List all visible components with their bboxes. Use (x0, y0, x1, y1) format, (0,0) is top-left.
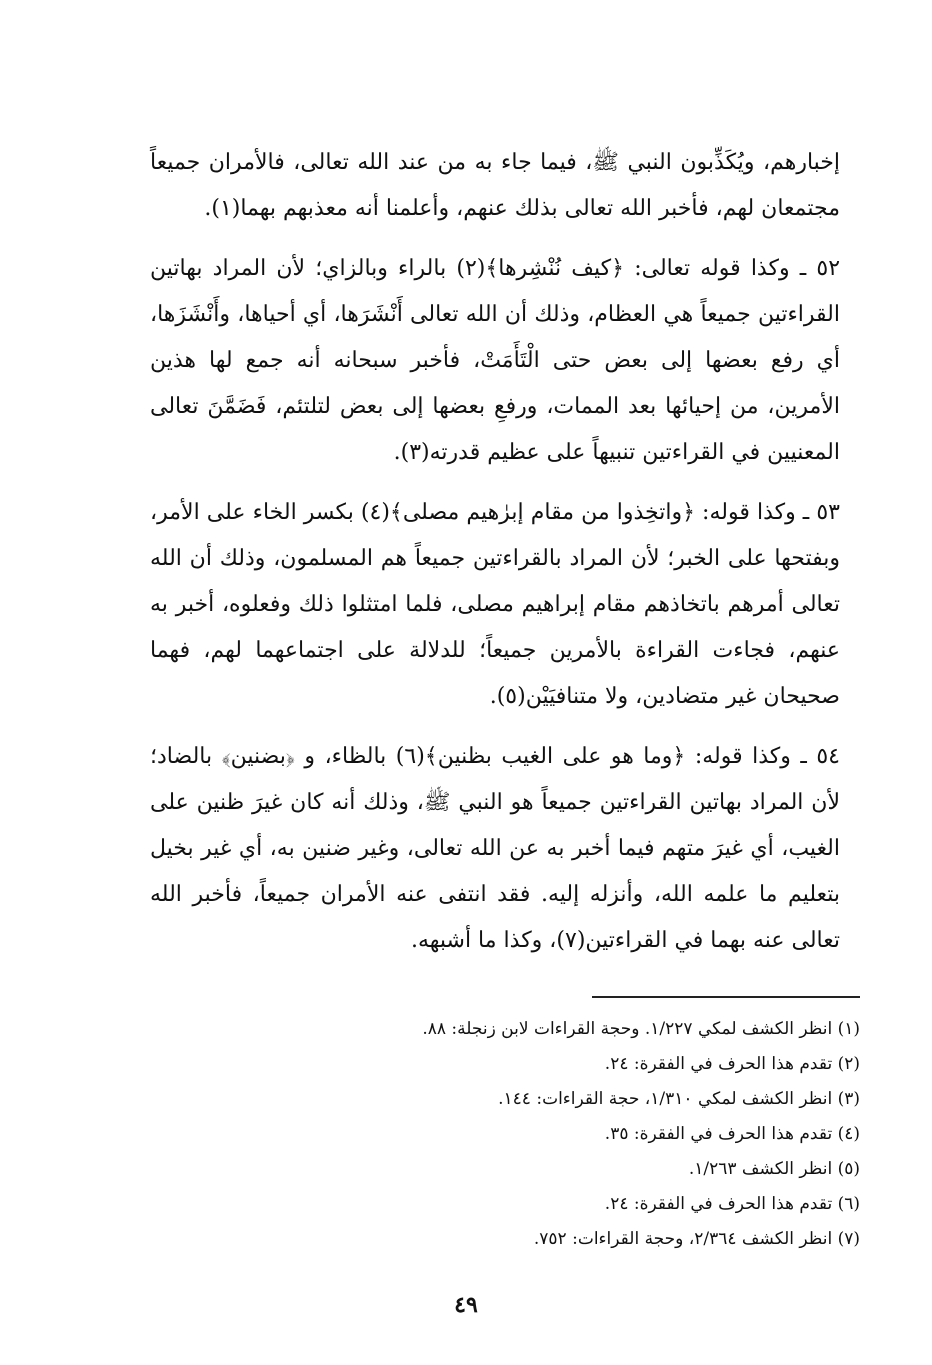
footnote-2: (٢) تقدم هذا الحرف في الفقرة: ٢٤. (604, 1054, 860, 1074)
main-text (150, 140, 840, 978)
footnote-3: (٣) انظر الكشف لمكي ١/٣١٠، حجة القراءات: ١٤٤. (498, 1089, 860, 1109)
footnote-4: (٤) تقدم هذا الحرف في الفقرة: ٣٥. (604, 1124, 860, 1144)
page-number: ٤٩ (454, 1292, 478, 1318)
paragraph-continuation: إخبارهم، ويُكَذِّبون النبي ﷺ، فيما جاء به من عند الله تعالى، فالأمران جميعاً مجتمعان لهم، فأخبر الله تعالى بذلك عنهم، وأعلمنا أنه معذبهم بهما(١). (150, 150, 840, 221)
footnote-divider (592, 996, 860, 998)
paragraph-54: ٥٤ ـ وكذا قوله: ﴿وما هو على الغيب بظنين﴾(٦) بالظاء، و ﴿بضنين﴾ بالضاد؛ لأن المراد بهاتين القراءتين جميعاً هو النبي ﷺ، وذلك أنه كان غيرَ ظنين على الغيب، أي غيرَ متهم فيما أخبر به عن الله تعالى، وغير ضنين به، أي غير بخيل بتعليم ما علمه الله، وأنزله إليه. فقد انتفى عنه الأمران جميعاً، فأخبر الله تعالى عنه بهما في القراءتين(٧)، وكذا ما أشبهه. (150, 744, 840, 953)
paragraph-52: ٥٢ ـ وكذا قوله تعالى: ﴿كيف نُنْشِرها﴾(٢) بالراء وبالزاي؛ لأن المراد بهاتين القراءتين جميعاً هي العظام، وذلك أن الله تعالى أَنْشَرَها، أي أحياها، وأَنْشَزَها، أي رفع بعضها إلى بعض حتى الْتَأَمَتْ، فأخبر سبحانه أنه جمع لها هذين الأمرين، من إحيائها بعد الممات، ورفعِ بعضها إلى بعض لتلتئم، فَضَمَّنَ تعالى المعنيين في القراءتين تنبيهاً على عظيم قدرته(٣). (150, 256, 841, 465)
footnote-1: (١) انظر الكشف لمكي ١/٢٢٧. وحجة القراءات لابن زنجلة: ٨٨. (422, 1019, 860, 1039)
footnote-6: (٦) تقدم هذا الحرف في الفقرة: ٢٤. (604, 1194, 860, 1214)
footnote-7: (٧) انظر الكشف ٢/٣٦٤، وحجة القراءات: ٧٥٢. (533, 1229, 860, 1249)
footnote-5: (٥) انظر الكشف ١/٢٦٣. (688, 1159, 860, 1179)
footnotes (160, 1012, 860, 1257)
paragraph-53: ٥٣ ـ وكذا قوله: ﴿واتخِذوا من مقام إبرٰهيم مصلى﴾(٤) بكسر الخاء على الأمر، وبفتحها على الخبر؛ لأن المراد بالقراءتين جميعاً هم المسلمون، وذلك أن الله تعالى أمرهم باتخاذهم مقام إبراهيم مصلى، فلما امتثلوا ذلك وفعلوه، أخبر به عنهم، فجاءت القراءة بالأمرين جميعاً؛ للدلالة على اجتماعهما لهم، فهما صحيحان غير متضادين، ولا متنافيَيْن(٥). (150, 500, 841, 709)
